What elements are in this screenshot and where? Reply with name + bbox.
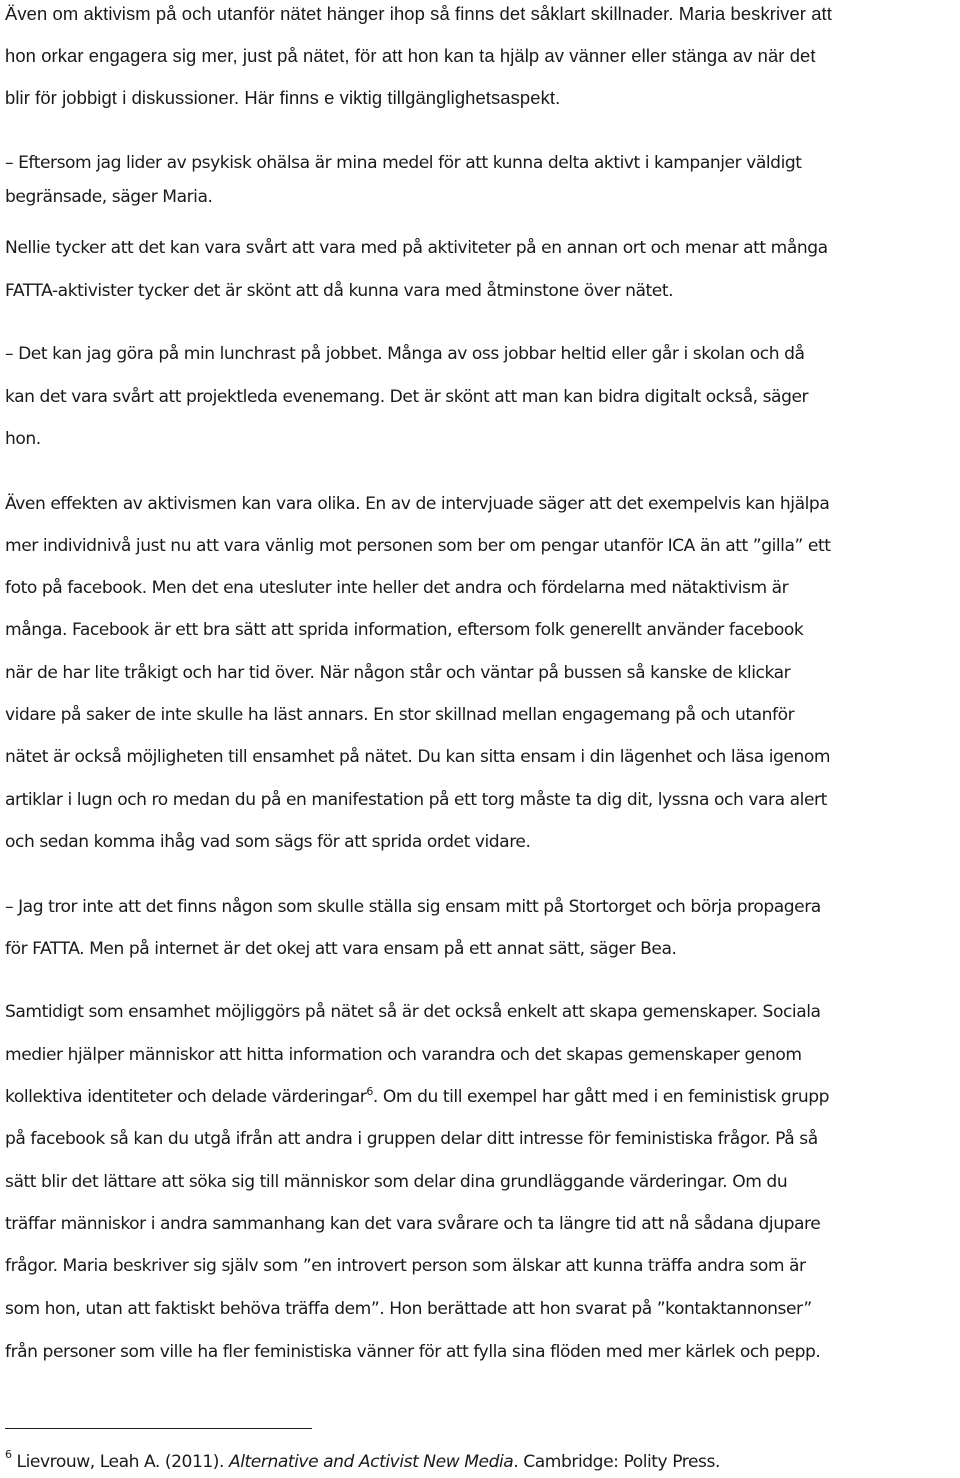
footnote-publisher: . Cambridge: Polity Press. [513, 1452, 720, 1472]
text-line: som hon, utan att faktiskt behöva träffa dem”. Hon berättade att hon svarat på ”kontaktannonser” [5, 1299, 812, 1319]
text-line: foto på facebook. Men det ena utesluter inte heller det andra och fördelarna med nätaktivism är [5, 578, 789, 598]
text-line: vidare på saker de inte skulle ha läst annars. En stor skillnad mellan engagemang på och utanför [5, 705, 795, 725]
text-segment: kollektiva identiteter och delade värderingar [5, 1087, 367, 1107]
quote-line: för FATTA. Men på internet är det okej att vara ensam på ett annat sätt, säger Bea. [5, 939, 677, 959]
text-line: FATTA-aktivister tycker det är skönt att då kunna vara med åtminstone över nätet. [5, 281, 674, 301]
footnote-title: Alternative and Activist New Media [229, 1452, 514, 1472]
text-segment: . Om du till exempel har gått med i en feministisk grupp [372, 1087, 830, 1107]
text-line: artiklar i lugn och ro medan du på en manifestation på ett torg måste ta dig dit, lyssna och vara alert [5, 790, 827, 810]
footnote [5, 1450, 720, 1474]
footnote-author: Lievrouw, Leah A. (2011). [16, 1452, 229, 1472]
text-line: hon orkar engagera sig mer, just på nätet, för att hon kan ta hjälp av vänner eller stänga av när det [5, 45, 816, 66]
quote-line: – Jag tror inte att det finns någon som skulle ställa sig ensam mitt på Stortorget och börja propagera [5, 897, 821, 917]
footnote-reference: 6 [366, 1085, 373, 1098]
text-line: sätt blir det lättare att söka sig till människor som delar dina grundläggande värderingar. Om du [5, 1172, 788, 1192]
quote-line: kan det vara svårt att projektleda evenemang. Det är skönt att man kan bidra digitalt också, säger [5, 387, 809, 407]
footnote-divider [5, 1428, 312, 1429]
text-line: Samtidigt som ensamhet möjliggörs på nätet så är det också enkelt att skapa gemenskaper. Sociala [5, 1002, 821, 1022]
text-line: träffar människor i andra sammanhang kan det vara svårare och ta längre tid att nå sådana djupare [5, 1214, 821, 1234]
text-line: nätet är också möjligheten till ensamhet på nätet. Du kan sitta ensam i din lägenhet och läsa igenom [5, 747, 831, 767]
text-line: blir för jobbigt i diskussioner. Här finns e viktig tillgänglighetsaspekt. [5, 87, 561, 108]
text-line: och sedan komma ihåg vad som sägs för att sprida ordet vidare. [5, 832, 531, 852]
quote-line: – Eftersom jag lider av psykisk ohälsa är mina medel för att kunna delta aktivt i kampanjer väldigt [5, 153, 802, 173]
text-line: Även om aktivism på och utanför nätet hänger ihop så finns det såklart skillnader. Maria beskriver att [5, 3, 832, 24]
text-line: Nellie tycker att det kan vara svårt att vara med på aktiviteter på en annan ort och menar att många [5, 238, 828, 258]
text-line: frågor. Maria beskriver sig själv som ”en introvert person som älskar att kunna träffa andra som är [5, 1256, 806, 1276]
text-line: från personer som ville ha fler feministiska vänner för att fylla sina flöden med mer kärlek och pepp. [5, 1342, 821, 1362]
footnote-number: 6 [5, 1448, 12, 1461]
text-line [5, 1085, 829, 1109]
text-line: många. Facebook är ett bra sätt att sprida information, eftersom folk generellt använder facebook [5, 620, 804, 640]
text-line: medier hjälper människor att hitta information och varandra och det skapas gemenskaper genom [5, 1045, 802, 1065]
quote-line: hon. [5, 429, 41, 449]
text-line: Även effekten av aktivismen kan vara olika. En av de intervjuade säger att det exempelvis kan hjälpa [5, 494, 830, 514]
text-line: mer individnivå just nu att vara vänlig mot personen som ber om pengar utanför ICA än att ”gilla” ett [5, 536, 831, 556]
text-line: när de har lite tråkigt och har tid över. När någon står och väntar på bussen så kanske de klickar [5, 663, 791, 683]
text-line: på facebook så kan du utgå ifrån att andra i gruppen delar ditt intresse för feministiska frågor. På så [5, 1129, 818, 1149]
quote-line: begränsade, säger Maria. [5, 187, 213, 207]
quote-line: – Det kan jag göra på min lunchrast på jobbet. Många av oss jobbar heltid eller går i skolan och då [5, 344, 805, 364]
